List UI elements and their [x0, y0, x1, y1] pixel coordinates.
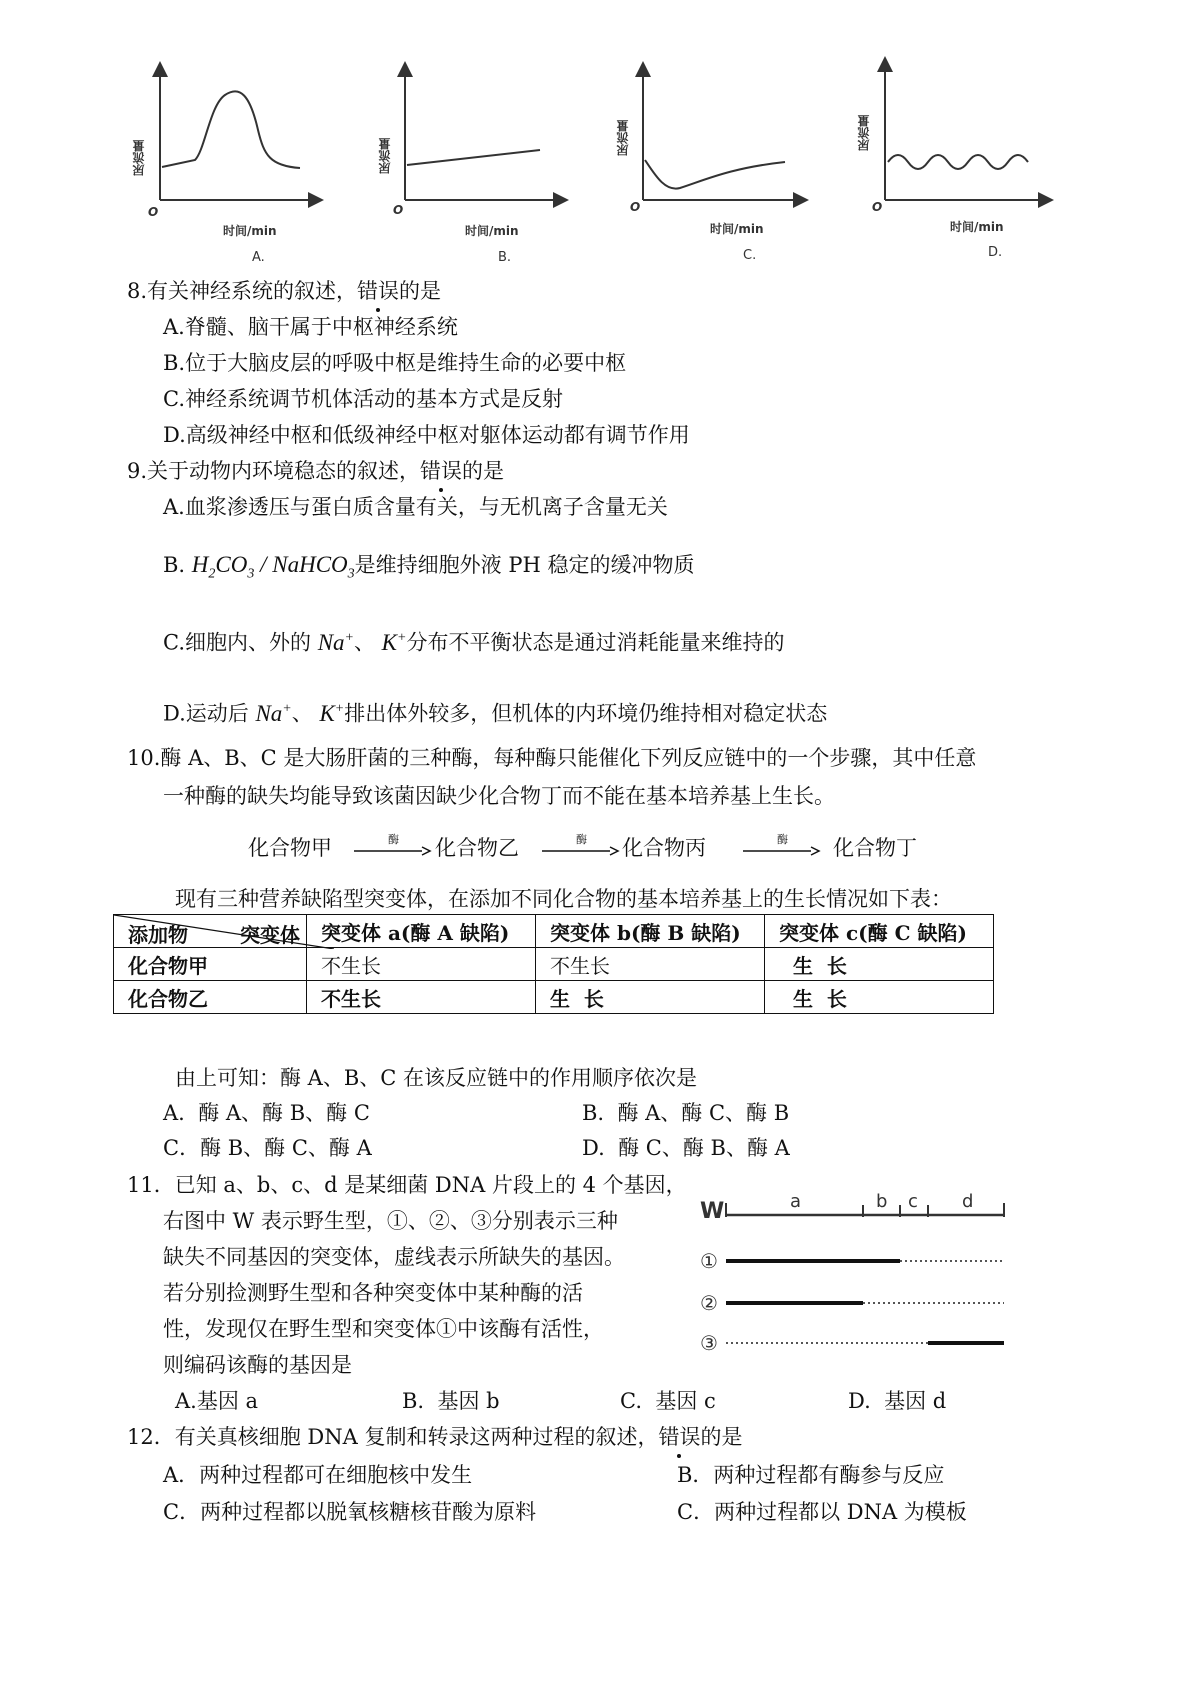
graph-d	[885, 60, 1050, 200]
q11-line1: 11．已知 a、b、c、d 是某细菌 DNA 片段上的 4 个基因，	[127, 1173, 687, 1197]
gene-label-d: d	[962, 1191, 974, 1212]
curve-c	[645, 160, 785, 189]
emphasis-mark: 错误	[420, 456, 462, 486]
curve-b	[407, 150, 540, 165]
ylabel-c: 尿流量	[616, 120, 630, 156]
table-row	[114, 948, 994, 981]
ion-na: Na+	[255, 700, 292, 726]
graph-c	[643, 65, 805, 200]
q11-line4: 若分别捡测野生型和各种突变体中某种酶的活	[163, 1281, 583, 1305]
panel-letter-c: C.	[743, 248, 757, 263]
q9-stem: 9.关于动物内环境稳态的叙述，错误的是	[127, 456, 504, 486]
wild-type-label: W	[700, 1199, 725, 1224]
q11-line6: 则编码该酶的基因是	[163, 1353, 352, 1377]
graph-a	[160, 65, 320, 200]
gene-label-b: b	[876, 1191, 888, 1212]
ion-k: K+	[319, 700, 345, 726]
q12-option-b: B．两种过程都有酶参与反应	[677, 1463, 945, 1487]
origin-a: O	[148, 205, 159, 219]
q11-line2: 右图中 W 表示野生型，①、②、③分别表示三种	[163, 1209, 618, 1233]
q8-option-a: A.脊髓、脑干属于中枢神经系统	[163, 315, 458, 339]
table-cell: 不生长	[536, 948, 765, 981]
table-header-cell: 突变体 c(酶 C 缺陷)	[765, 915, 994, 948]
q11-option-d: D. 基因 d	[848, 1389, 947, 1413]
graph-b	[405, 65, 565, 200]
q12-option-a: A．两种过程都可在细胞核中发生	[163, 1463, 473, 1487]
table-header-cell: 突变体 b(酶 B 缺陷)	[536, 915, 765, 948]
table-header-cell: 突变体 a(酶 A 缺陷)	[307, 915, 536, 948]
q8-option-d: D.高级神经中枢和低级神经中枢对躯体运动都有调节作用	[163, 423, 690, 447]
ion-na: Na+	[317, 629, 354, 655]
mutant-label-3: ③	[700, 1331, 718, 1355]
xlabel-b: 时间/min	[465, 224, 519, 238]
q11-option-c: C. 基因 c	[620, 1389, 716, 1413]
graphs-svg	[0, 0, 1200, 275]
panel-letter-d: D.	[988, 245, 1003, 260]
table-cell: 生 长	[536, 981, 765, 1014]
arrow-2: 酶	[540, 835, 620, 865]
compound-jia: 化合物甲	[248, 836, 332, 860]
origin-c: O	[630, 200, 641, 214]
ylabel-b: 尿流量	[378, 138, 392, 174]
curve-a	[162, 91, 300, 168]
compound-ding: 化合物丁	[833, 836, 917, 860]
table-corner-cell: 添加物 突变体	[114, 915, 307, 948]
arrow-3: 酶	[741, 835, 821, 865]
formula-h2co3: $H_2CO_3$ / NaHCO$_3$	[191, 552, 355, 582]
ion-k: K+	[381, 629, 407, 655]
q10-stem-line2: 一种酶的缺失均能导致该菌因缺少化合物丁而不能在基本培养基上生长。	[163, 784, 835, 808]
gene-label-a: a	[790, 1191, 802, 1212]
table-row-label: 化合物甲	[114, 948, 307, 981]
q10-option-b: B. 酶 A、酶 C、酶 B	[582, 1101, 790, 1125]
table-cell: 不生长	[307, 981, 536, 1014]
mutant-label-1: ①	[700, 1249, 718, 1273]
q12-option-d: C．两种过程都以 DNA 为模板	[677, 1500, 967, 1524]
table-cell: 生 长	[765, 981, 994, 1014]
xlabel-d: 时间/min	[950, 220, 1004, 234]
q11-option-a: A.基因 a	[175, 1389, 259, 1413]
curve-d	[888, 155, 1028, 169]
q12-stem: 12．有关真核细胞 DNA 复制和转录这两种过程的叙述，错误的是	[127, 1422, 742, 1452]
xlabel-c: 时间/min	[710, 222, 764, 236]
q8-option-b: B.位于大脑皮层的呼吸中枢是维持生命的必要中枢	[163, 351, 627, 375]
graphs-row	[0, 0, 1200, 275]
gene-deletion-figure	[690, 1185, 1010, 1365]
gene-label-c: c	[908, 1191, 918, 1212]
emphasis-mark: 错误	[658, 1422, 700, 1452]
origin-b: O	[393, 203, 404, 217]
table-header-row	[114, 915, 994, 948]
arrow-1: 酶	[352, 835, 432, 865]
xlabel-a: 时间/min	[223, 224, 277, 238]
compound-bing: 化合物丙	[622, 836, 706, 860]
ylabel-d: 尿流量	[857, 115, 871, 151]
q10-option-c: C．酶 B、酶 C、酶 A	[163, 1136, 372, 1160]
q9-option-b: B. $H_2CO_3$ / NaHCO$_3$是维持细胞外液 PH 稳定的缓冲物质	[163, 552, 695, 582]
q11-line5: 性，发现仅在野生型和突变体①中该酶有活性，	[163, 1317, 604, 1341]
origin-d: O	[872, 200, 883, 214]
q8-stem: 8.有关神经系统的叙述，错误的是	[127, 276, 441, 306]
mutant-label-2: ②	[700, 1291, 718, 1315]
emphasis-mark: 错误	[357, 276, 399, 306]
q8-option-c: C.神经系统调节机体活动的基本方式是反射	[163, 387, 563, 411]
table-row-label: 化合物乙	[114, 981, 307, 1014]
q10-intro: 现有三种营养缺陷型突变体，在添加不同化合物的基本培养基上的生长情况如下表：	[175, 887, 952, 911]
table-cell: 生 长	[765, 948, 994, 981]
q10-option-a: A. 酶 A、酶 B、酶 C	[163, 1101, 370, 1125]
panel-letter-b: B.	[498, 250, 512, 265]
q9-option-a: A.血浆渗透压与蛋白质含量有关，与无机离子含量无关	[163, 495, 668, 519]
gene-figure-svg	[690, 1185, 1010, 1365]
q11-option-b: B. 基因 b	[402, 1389, 500, 1413]
q12-option-c: C．两种过程都以脱氧核糖核苷酸为原料	[163, 1500, 537, 1524]
q10-option-d: D. 酶 C、酶 B、酶 A	[582, 1136, 790, 1160]
ylabel-a: 尿流量	[132, 140, 146, 176]
q11-line3: 缺失不同基因的突变体，虚线表示所缺失的基因。	[163, 1245, 625, 1269]
q10-conclusion: 由上可知：酶 A、B、C 在该反应链中的作用顺序依次是	[175, 1066, 698, 1090]
table-cell: 不生长	[307, 948, 536, 981]
panel-letter-a: A.	[252, 250, 265, 265]
q9-option-d: D.运动后 Na+、 K+排出体外较多，但机体的内环境仍维持相对稳定状态	[163, 700, 828, 726]
table-row	[114, 981, 994, 1014]
q9-option-c: C.细胞内、外的 Na+、 K+分布不平衡状态是通过消耗能量来维持的	[163, 629, 785, 655]
q10-stem-line1: 10.酶 A、B、C 是大肠肝菌的三种酶，每种酶只能催化下列反应链中的一个步骤，其中任意	[127, 746, 977, 770]
mutant-growth-table	[113, 914, 994, 1014]
compound-yi: 化合物乙	[435, 836, 519, 860]
